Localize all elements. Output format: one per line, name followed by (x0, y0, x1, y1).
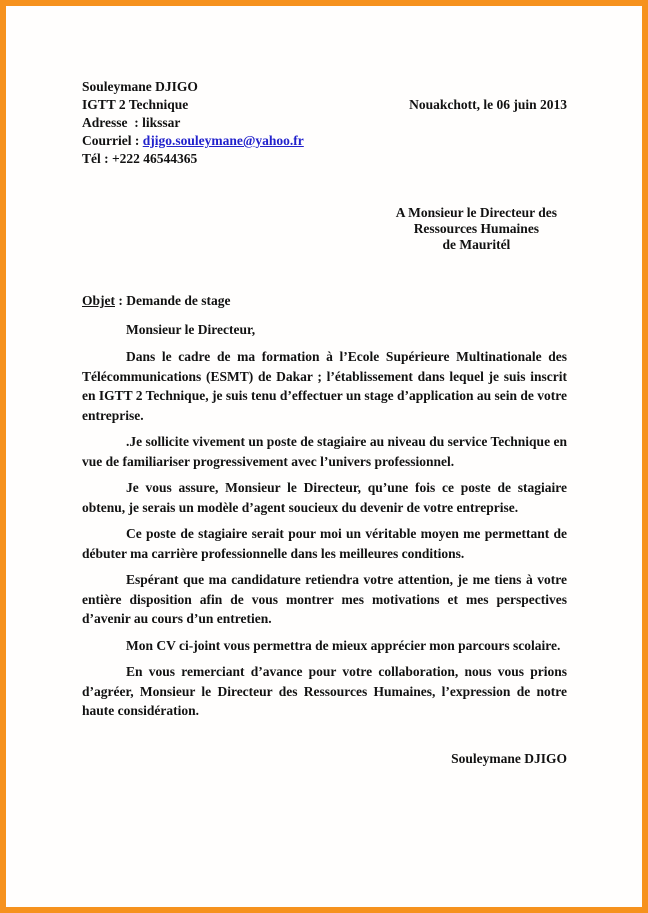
letter-header (82, 78, 567, 168)
recipient-line-3: de Mauritél (442, 237, 511, 252)
sender-name: Souleymane DJIGO (82, 79, 198, 94)
letter-content (6, 6, 642, 907)
date-line: Nouakchott, le 06 juin 2013 (409, 97, 567, 112)
paragraph: Dans le cadre de ma formation à l’Ecole Supérieure Multinationale des Télécommunications (ESMT) de Dakar ; l’établissement dans lequel je suis inscrit en IGTT 2 Technique, je suis tenu d’effectuer un stage d’application au sein de votre entreprise. (82, 349, 567, 423)
recipient-line-2: Ressources Humaines (413, 221, 540, 236)
recipient-line-1: A Monsieur le Directeur des (395, 205, 557, 220)
subject-line (82, 292, 567, 310)
signature: Souleymane DJIGO (451, 750, 567, 766)
paragraph: Espérant que ma candidature retiendra votre attention, je me tiens à votre entière disposition afin de vous montrer mes motivations et mes perspectives d’avenir au cours d’un entretien. (82, 572, 567, 626)
letter-body (82, 347, 567, 721)
recipient-block (396, 205, 557, 253)
paragraph: En vous remerciant d’avance pour votre collaboration, nous vous prions d’agréer, Monsieur le Directeur des Ressources Humaines, l’expression de notre haute considération. (82, 664, 567, 718)
email-link[interactable]: djigo.souleymane@yahoo.fr (142, 133, 304, 148)
paragraph: .Je sollicite vivement un poste de stagiaire au niveau du service Technique en vue de familiariser progressivement avec l’univers professionnel. (82, 434, 567, 469)
subject-label: Objet (82, 293, 115, 308)
paragraph: Ce poste de stagiaire serait pour moi un véritable moyen me permettant de débuter ma carrière professionnelle dans les meilleures conditions. (82, 526, 567, 561)
sender-email-line (82, 132, 567, 150)
sender-program: IGTT 2 Technique (82, 97, 189, 112)
subject-value: : Demande de stage (115, 293, 231, 308)
paragraph: Je vous assure, Monsieur le Directeur, qu’une fois ce poste de stagiaire obtenu, je serais un modèle d’agent soucieux du devenir de votre entreprise. (82, 480, 567, 515)
sender-phone: Tél : +222 46544365 (82, 151, 198, 166)
email-label: Courriel : (82, 133, 143, 148)
sender-address: Adresse : likssar (82, 115, 181, 130)
paragraph: Mon CV ci-joint vous permettra de mieux apprécier mon parcours scolaire. (126, 637, 561, 653)
sender-block (82, 78, 567, 168)
salutation: Monsieur le Directeur, (126, 322, 256, 337)
